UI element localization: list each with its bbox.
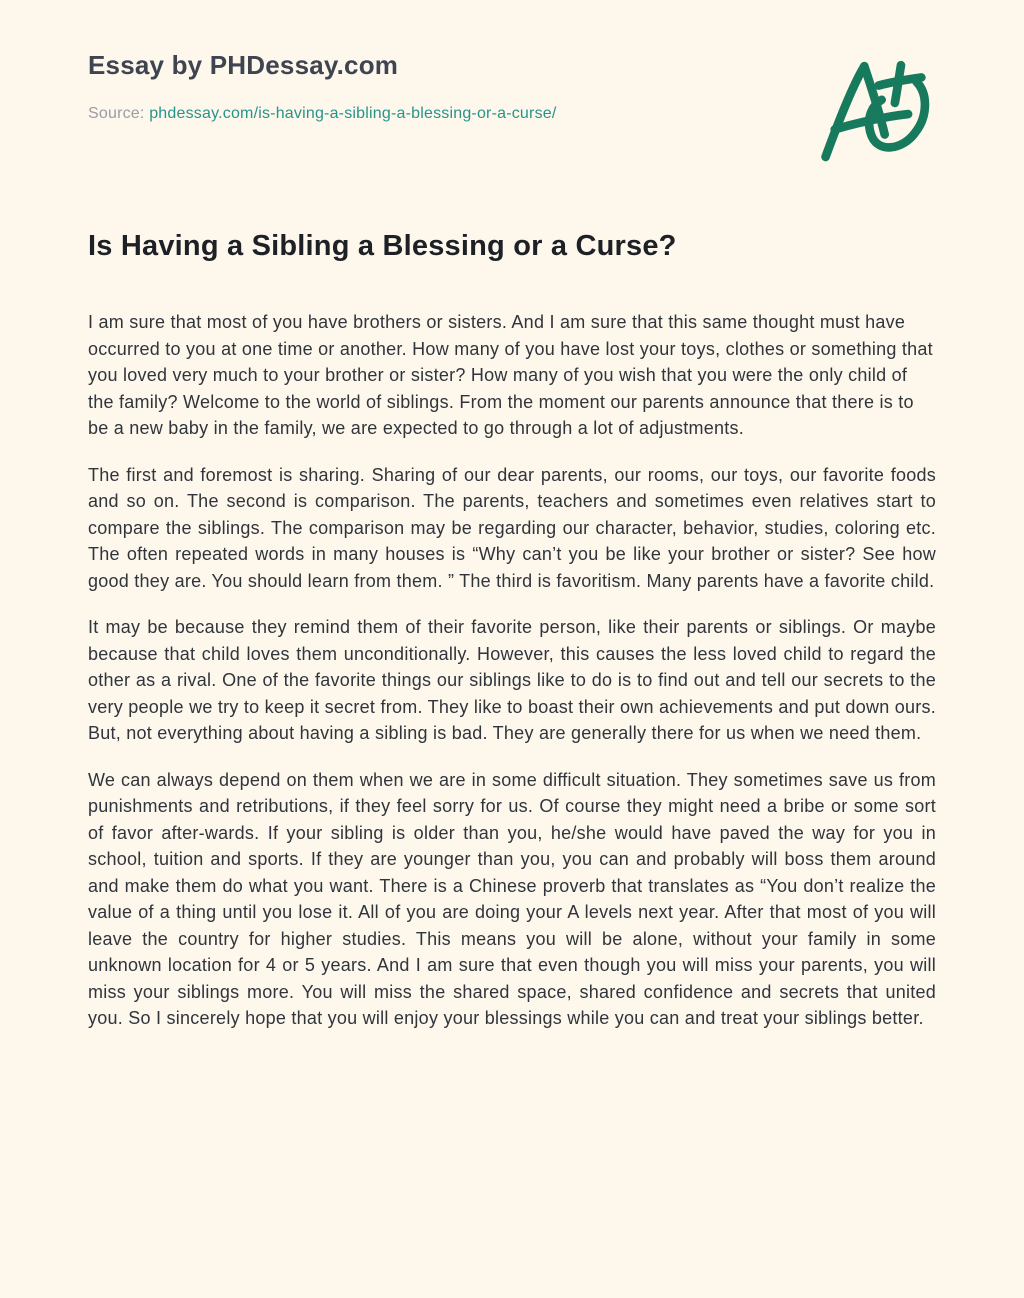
header-text-block (88, 50, 557, 123)
source-label: Source: (88, 105, 145, 122)
essay-paragraph: The first and foremost is sharing. Sharing of our dear parents, our rooms, our toys, our favorite foods and so on. The second is comparison. The parents, teachers and sometimes even relatives start to compare the siblings. The comparison may be regarding our character, behavior, studies, coloring etc. The often repeated words in many houses is “Why can’t you be like your brother or sister? See how good they are. You should learn from them. ” The third is favoritism. Many parents have a favorite child. (88, 464, 936, 591)
source-line (88, 105, 557, 123)
a-plus-logo-icon (816, 54, 934, 162)
page-header (88, 50, 936, 162)
essay-body (88, 309, 936, 1032)
source-link[interactable]: phdessay.com/is-having-a-sibling-a-blessing-or-a-curse/ (149, 105, 557, 122)
essay-paragraph: I am sure that most of you have brothers or sisters. And I am sure that this same thought must have occurred to you at one time or another. How many of you have lost your toys, clothes or something that you loved very much to your brother or sister? How many of you wish that you were the only child of the family? Welcome to the world of siblings. From the moment our parents announce that there is to be a new baby in the family, we are expected to go through a lot of adjustments. (88, 312, 933, 438)
site-header-title: Essay by PHDessay.com (88, 50, 399, 80)
essay-paragraph: We can always depend on them when we are in some difficult situation. They sometimes save us from punishments and retributions, if they feel sorry for us. Of course they might need a bribe or some sort of favor after-wards. If your sibling is older than you, he/she would have paved the way for you in school, tuition and sports. If they are younger than you, you can and probably will boss them around and make them do what you want. There is a Chinese proverb that translates as “You don’t realize the value of a thing until you lose it. All of you are doing your A levels next year. After that most of you will leave the country for higher studies. This means you will be alone, without your family in some unknown location for 4 or 5 years. And I am sure that even though you will miss your parents, you will miss your siblings more. You will miss the shared space, shared confidence and secrets that united you. So I sincerely hope that you will enjoy your blessings while you can and treat your siblings better. (88, 769, 936, 1028)
essay-paragraph: It may be because they remind them of their favorite person, like their parents or siblings. Or maybe because that child loves them unconditionally. However, this causes the less loved child to regard the other as a rival. One of the favorite things our siblings like to do is to find out and tell our secrets to the very people we try to keep it secret from. They like to boast their own achievements and put down ours. But, not everything about having a sibling is bad. They are generally there for us when we need them. (88, 617, 936, 743)
essay-title: Is Having a Sibling a Blessing or a Curse? (88, 230, 677, 262)
